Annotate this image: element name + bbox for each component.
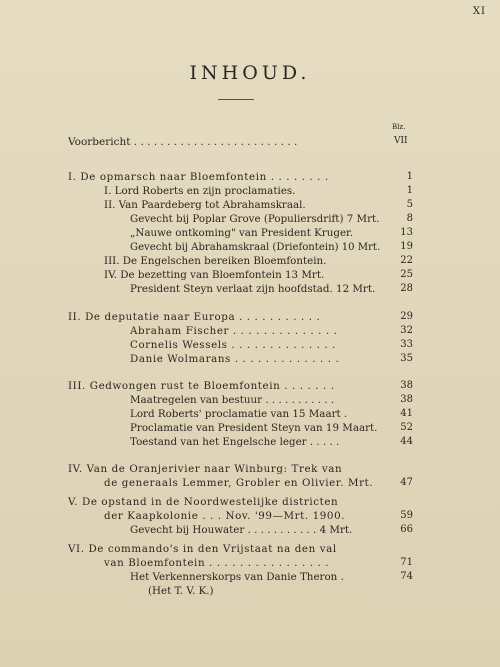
toc-entry [130,421,413,435]
toc-entry-text: III. De Engelschen bereiken Bloemfontein. [104,255,327,267]
toc-entry-page: 1 [406,185,413,196]
toc-entry-page: 66 [400,524,413,535]
toc-entry-text: IV. Van de Oranjerivier naar Winburg: Trek van [68,463,343,475]
toc-entry-text: Lord Roberts' proclamatie van 15 Maart . [130,408,348,420]
toc-entry [68,379,413,393]
toc-entry-text: van Bloemfontein . . . . . . . . . . . . . . . . [104,557,330,569]
toc-entry-text: I. Lord Roberts en zijn proclamaties. [104,185,296,197]
toc-entry-text: Het Verkennerskorps van Danie Theron . [130,571,344,583]
toc-entry [130,212,413,226]
toc-entry-text: Danie Wolmarans . . . . . . . . . . . . . . [130,353,340,365]
toc-entry-page: 38 [400,394,413,405]
toc-entry-page: 41 [400,408,413,419]
voorbericht-label: Voorbericht . . . . . . . . . . . . . . . . . . . . . . . . . [68,136,298,148]
toc-entry [104,198,413,212]
toc-entry-page: 22 [400,255,413,266]
toc-entry [68,462,342,476]
toc-entry-page: 13 [400,227,413,238]
toc-entry-page: 59 [400,510,413,521]
toc-entry [130,324,413,338]
toc-entry-text: (Het T. V. K.) [148,585,214,597]
toc-entry-page: 47 [400,477,413,488]
toc-entry-page: 74 [400,571,413,582]
toc-entry-text: II. Van Paardeberg tot Abrahamskraal. [104,199,306,211]
toc-entry-page: 1 [406,171,413,182]
toc-entry-text: „Nauwe ontkoming" van President Kruger. [130,227,354,239]
toc-entry [104,509,413,523]
page-number: XI [472,6,486,17]
toc-entry-page: 5 [406,199,413,210]
toc-entry-page: 71 [400,557,413,568]
toc-entry-page: 44 [400,436,413,447]
toc-entry [130,338,413,352]
voorbericht-page: VII [394,136,408,146]
toc-entry-page: 19 [400,241,413,252]
toc-entry-text: der Kaapkolonie . . . Nov. '99—Mrt. 1900. [104,510,346,522]
toc-entry-text: Gevecht bij Poplar Grove (Populiersdrift) 7 Mrt. [130,213,380,225]
toc-entry-text: IV. De bezetting van Bloemfontein 13 Mrt. [104,269,325,281]
toc-entry-page: 25 [400,269,413,280]
toc-entry [130,407,413,421]
toc-entry-text: V. De opstand in de Noordwestelijke districten [68,496,339,508]
toc-entry-text: Gevecht bij Abrahamskraal (Driefontein) 10 Mrt. [130,242,381,253]
toc-entry-text: Gevecht bij Houwater . . . . . . . . . . . 4 Mrt. [130,524,353,536]
toc-entry-text: II. De deputatie naar Europa . . . . . . . . . . . [68,311,321,323]
toc-entry-page: 29 [400,311,413,322]
toc-entry [104,184,413,198]
blz-label: Blz. [392,123,406,131]
toc-entry-text: Maatregelen van bestuur . . . . . . . . . . . [130,394,335,406]
toc-entry [104,268,413,282]
toc-entry-text: Toestand van het Engelsche leger . . . . . [130,436,340,448]
toc-entry-text: President Steyn verlaat zijn hoofdstad. 12 Mrt. [130,283,376,295]
toc-entry-page: 32 [400,325,413,336]
toc-entry-text: Cornelis Wessels . . . . . . . . . . . . . . [130,339,336,351]
toc-entry-page: 38 [400,380,413,391]
toc-entry [104,556,413,570]
toc-entry-text: de generaals Lemmer, Grobler en Olivier. Mrt. [104,477,374,489]
toc-entry-text: Proclamatie van President Steyn van 19 Maart. [130,422,378,434]
toc-entry-text: Abraham Fischer . . . . . . . . . . . . . . [130,325,338,337]
toc-entry [130,435,413,449]
toc-entry-page: 33 [400,339,413,350]
toc-entry [130,226,413,240]
toc-entry [130,282,413,296]
toc-entry-text: III. Gedwongen rust te Bloemfontein . . . . . . . [68,380,335,392]
toc-entry [130,240,413,254]
toc-entry [148,584,214,598]
toc-entry-text: I. De opmarsch naar Bloemfontein . . . . . . . . [68,171,329,183]
toc-entry [68,495,338,509]
toc-entry [68,170,413,184]
toc-entry [68,310,413,324]
toc-entry [130,352,413,366]
page-title: INHOUD. [189,62,311,84]
toc-entry [130,393,413,407]
toc-entry [104,254,413,268]
toc-entry-page: 8 [406,213,413,224]
toc-entry-page: 28 [400,283,413,294]
toc-entry [104,476,413,490]
toc-entry [68,542,337,556]
toc-entry [130,570,413,584]
toc-entry [130,523,413,537]
toc-entry-text: VI. De commando's in den Vrijstaat na den val [68,543,337,555]
toc-entry-page: 35 [400,353,413,364]
toc-entry-page: 52 [400,422,413,433]
